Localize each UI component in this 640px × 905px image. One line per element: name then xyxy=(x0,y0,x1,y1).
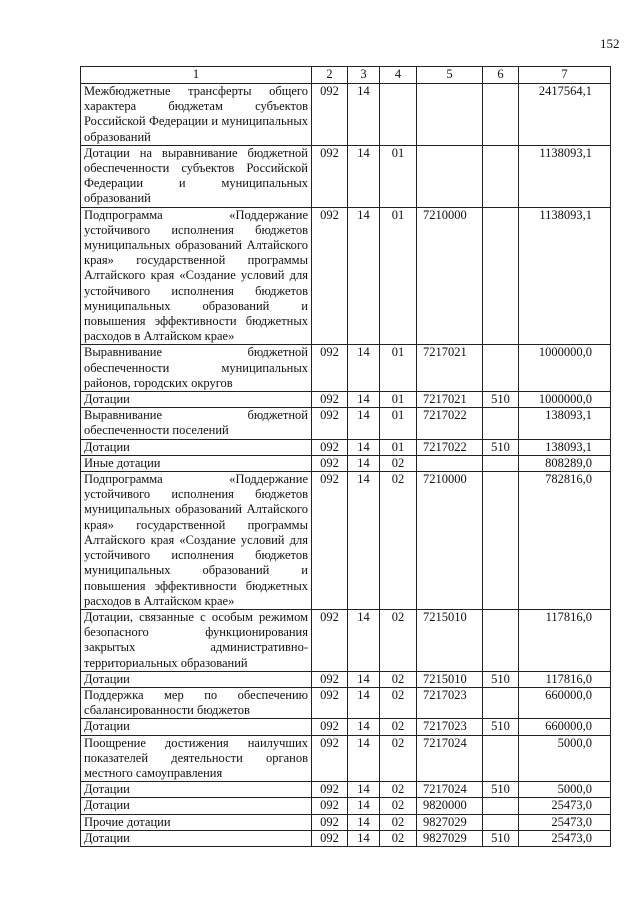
ministry-code-cell: 092 xyxy=(312,609,348,671)
target-item-cell xyxy=(417,145,483,207)
expense-type-cell: 510 xyxy=(483,782,519,798)
section-cell: 14 xyxy=(348,830,380,846)
header-cell: 6 xyxy=(483,67,519,84)
target-item-cell: 7217021 xyxy=(417,392,483,408)
subsection-cell: 01 xyxy=(380,408,417,439)
header-cell: 3 xyxy=(348,67,380,84)
target-item-cell: 7217023 xyxy=(417,687,483,718)
target-item-cell: 7210000 xyxy=(417,472,483,610)
ministry-code-cell: 092 xyxy=(312,439,348,455)
expense-type-cell xyxy=(483,345,519,392)
amount-cell: 782816,0 xyxy=(519,472,611,610)
expense-type-cell: 510 xyxy=(483,830,519,846)
ministry-code-cell: 092 xyxy=(312,814,348,830)
subsection-cell: 02 xyxy=(380,719,417,735)
expense-type-cell: 510 xyxy=(483,719,519,735)
page-number: 152 xyxy=(600,36,620,51)
row-name-cell: Дотации, связанные с особым режимом безопасного функционирования закрытых административно-территориальных образований xyxy=(81,609,312,671)
budget-table xyxy=(80,66,611,847)
expense-type-cell: 510 xyxy=(483,392,519,408)
section-cell: 14 xyxy=(348,207,380,345)
amount-cell: 2417564,1 xyxy=(519,84,611,146)
row-name-cell: Подпрограмма «Поддержание устойчивого исполнения бюджетов муниципальных образований Алтайского края» государственной программы Алтайского края «Создание условий для устойчивого исполнения бюджетов муниципальных образований и повышения эффективности бюджетных расходов в Алтайском крае» xyxy=(81,472,312,610)
ministry-code-cell: 092 xyxy=(312,798,348,814)
target-item-cell: 7210000 xyxy=(417,207,483,345)
row-name-cell: Поддержка мер по обеспечению сбалансированности бюджетов xyxy=(81,687,312,718)
ministry-code-cell: 092 xyxy=(312,145,348,207)
table-row xyxy=(81,671,611,687)
header-row xyxy=(81,67,611,84)
row-name-cell: Дотации xyxy=(81,392,312,408)
row-name-cell: Выравнивание бюджетной обеспеченности поселений xyxy=(81,408,312,439)
subsection-cell: 02 xyxy=(380,798,417,814)
amount-cell: 5000,0 xyxy=(519,735,611,782)
table-row xyxy=(81,830,611,846)
table-row xyxy=(81,345,611,392)
target-item-cell: 7217024 xyxy=(417,782,483,798)
row-name-cell: Дотации на выравнивание бюджетной обеспеченности субъектов Российской Федерации и муниципальных образований xyxy=(81,145,312,207)
ministry-code-cell: 092 xyxy=(312,735,348,782)
expense-type-cell xyxy=(483,408,519,439)
subsection-cell: 02 xyxy=(380,671,417,687)
section-cell: 14 xyxy=(348,392,380,408)
target-item-cell: 7215010 xyxy=(417,671,483,687)
section-cell: 14 xyxy=(348,145,380,207)
table-row xyxy=(81,687,611,718)
expense-type-cell xyxy=(483,84,519,146)
table-row xyxy=(81,145,611,207)
subsection-cell: 01 xyxy=(380,207,417,345)
row-name-cell: Дотации xyxy=(81,782,312,798)
section-cell: 14 xyxy=(348,472,380,610)
target-item-cell: 7217023 xyxy=(417,719,483,735)
table-row xyxy=(81,455,611,471)
table-row xyxy=(81,392,611,408)
ministry-code-cell: 092 xyxy=(312,207,348,345)
ministry-code-cell: 092 xyxy=(312,719,348,735)
ministry-code-cell: 092 xyxy=(312,472,348,610)
expense-type-cell xyxy=(483,814,519,830)
section-cell: 14 xyxy=(348,408,380,439)
target-item-cell xyxy=(417,84,483,146)
expense-type-cell xyxy=(483,455,519,471)
ministry-code-cell: 092 xyxy=(312,392,348,408)
amount-cell: 808289,0 xyxy=(519,455,611,471)
table-row xyxy=(81,782,611,798)
subsection-cell: 01 xyxy=(380,439,417,455)
header-cell: 2 xyxy=(312,67,348,84)
amount-cell: 117816,0 xyxy=(519,671,611,687)
amount-cell: 25473,0 xyxy=(519,814,611,830)
expense-type-cell: 510 xyxy=(483,671,519,687)
section-cell: 14 xyxy=(348,782,380,798)
ministry-code-cell: 092 xyxy=(312,830,348,846)
table-row xyxy=(81,472,611,610)
row-name-cell: Дотации xyxy=(81,798,312,814)
section-cell: 14 xyxy=(348,814,380,830)
row-name-cell: Дотации xyxy=(81,830,312,846)
ministry-code-cell: 092 xyxy=(312,408,348,439)
subsection-cell: 02 xyxy=(380,455,417,471)
subsection-cell: 01 xyxy=(380,392,417,408)
section-cell: 14 xyxy=(348,609,380,671)
amount-cell: 25473,0 xyxy=(519,798,611,814)
table-row xyxy=(81,439,611,455)
expense-type-cell xyxy=(483,687,519,718)
amount-cell: 138093,1 xyxy=(519,439,611,455)
expense-type-cell: 510 xyxy=(483,439,519,455)
ministry-code-cell: 092 xyxy=(312,345,348,392)
target-item-cell: 9827029 xyxy=(417,814,483,830)
row-name-cell: Поощрение достижения наилучших показателей деятельности органов местного самоуправления xyxy=(81,735,312,782)
subsection-cell: 02 xyxy=(380,735,417,782)
subsection-cell: 01 xyxy=(380,145,417,207)
table-row xyxy=(81,207,611,345)
target-item-cell xyxy=(417,455,483,471)
target-item-cell: 7217022 xyxy=(417,408,483,439)
header-cell: 5 xyxy=(417,67,483,84)
subsection-cell: 02 xyxy=(380,609,417,671)
row-name-cell: Дотации xyxy=(81,719,312,735)
row-name-cell: Межбюджетные трансферты общего характера бюджетам субъектов Российской Федерации и муниципальных образований xyxy=(81,84,312,146)
target-item-cell: 7217022 xyxy=(417,439,483,455)
section-cell: 14 xyxy=(348,671,380,687)
target-item-cell: 9827029 xyxy=(417,830,483,846)
expense-type-cell xyxy=(483,472,519,610)
ministry-code-cell: 092 xyxy=(312,671,348,687)
subsection-cell xyxy=(380,84,417,146)
subsection-cell: 02 xyxy=(380,782,417,798)
table-row xyxy=(81,719,611,735)
row-name-cell: Дотации xyxy=(81,671,312,687)
amount-cell: 660000,0 xyxy=(519,687,611,718)
ministry-code-cell: 092 xyxy=(312,782,348,798)
target-item-cell: 9820000 xyxy=(417,798,483,814)
amount-cell: 1138093,1 xyxy=(519,145,611,207)
table-row xyxy=(81,798,611,814)
section-cell: 14 xyxy=(348,735,380,782)
expense-type-cell xyxy=(483,145,519,207)
table-row xyxy=(81,84,611,146)
section-cell: 14 xyxy=(348,455,380,471)
expense-type-cell xyxy=(483,609,519,671)
amount-cell: 138093,1 xyxy=(519,408,611,439)
subsection-cell: 02 xyxy=(380,472,417,610)
header-cell: 7 xyxy=(519,67,611,84)
header-cell: 4 xyxy=(380,67,417,84)
table-row xyxy=(81,735,611,782)
row-name-cell: Иные дотации xyxy=(81,455,312,471)
ministry-code-cell: 092 xyxy=(312,455,348,471)
ministry-code-cell: 092 xyxy=(312,687,348,718)
ministry-code-cell: 092 xyxy=(312,84,348,146)
expense-type-cell xyxy=(483,207,519,345)
section-cell: 14 xyxy=(348,798,380,814)
row-name-cell: Подпрограмма «Поддержание устойчивого исполнения бюджетов муниципальных образований Алтайского края» государственной программы Алтайского края «Создание условий для устойчивого исполнения бюджетов муниципальных образований и повышения эффективности бюджетных расходов в Алтайском крае» xyxy=(81,207,312,345)
subsection-cell: 02 xyxy=(380,830,417,846)
amount-cell: 1000000,0 xyxy=(519,345,611,392)
section-cell: 14 xyxy=(348,439,380,455)
expense-type-cell xyxy=(483,735,519,782)
target-item-cell: 7215010 xyxy=(417,609,483,671)
row-name-cell: Выравнивание бюджетной обеспеченности муниципальных районов, городских округов xyxy=(81,345,312,392)
amount-cell: 5000,0 xyxy=(519,782,611,798)
amount-cell: 1000000,0 xyxy=(519,392,611,408)
section-cell: 14 xyxy=(348,687,380,718)
target-item-cell: 7217021 xyxy=(417,345,483,392)
amount-cell: 1138093,1 xyxy=(519,207,611,345)
amount-cell: 660000,0 xyxy=(519,719,611,735)
subsection-cell: 02 xyxy=(380,687,417,718)
table-row xyxy=(81,814,611,830)
table-row xyxy=(81,408,611,439)
table-body xyxy=(81,84,611,847)
row-name-cell: Прочие дотации xyxy=(81,814,312,830)
section-cell: 14 xyxy=(348,84,380,146)
target-item-cell: 7217024 xyxy=(417,735,483,782)
section-cell: 14 xyxy=(348,719,380,735)
header-cell: 1 xyxy=(81,67,312,84)
section-cell: 14 xyxy=(348,345,380,392)
table-row xyxy=(81,609,611,671)
row-name-cell: Дотации xyxy=(81,439,312,455)
expense-type-cell xyxy=(483,798,519,814)
amount-cell: 117816,0 xyxy=(519,609,611,671)
subsection-cell: 02 xyxy=(380,814,417,830)
subsection-cell: 01 xyxy=(380,345,417,392)
amount-cell: 25473,0 xyxy=(519,830,611,846)
